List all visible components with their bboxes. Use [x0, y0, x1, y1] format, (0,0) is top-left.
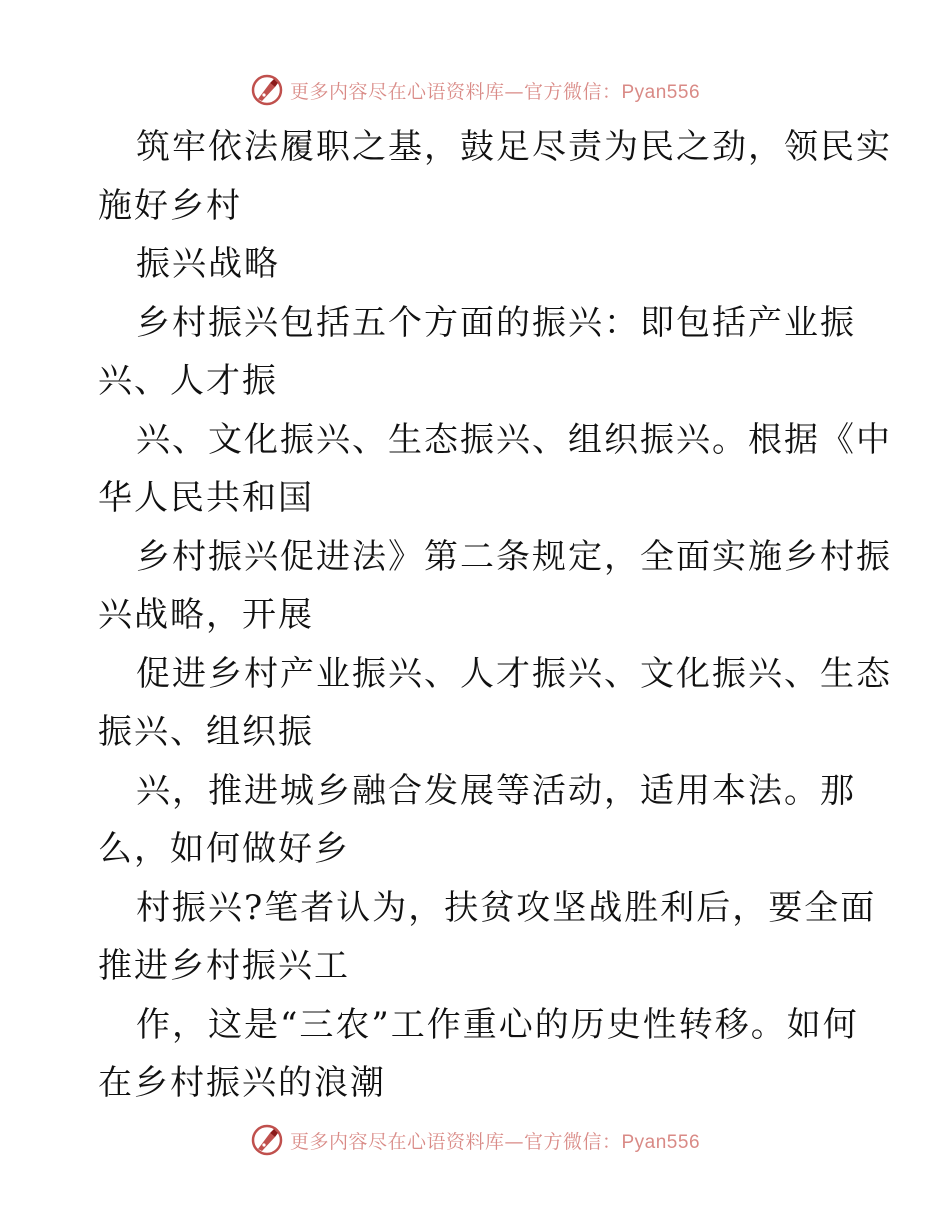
text-line: 促进乡村产业振兴、人才振兴、文化振兴、生态	[136, 653, 892, 694]
text-line: 村振兴?笔者认为，扶贫攻坚战胜利后，要全面	[136, 887, 877, 928]
text-line: 乡村振兴促进法》第二条规定，全面实施乡村振	[136, 536, 892, 577]
text-line: 乡村振兴包括五个方面的振兴：即包括产业振	[136, 302, 856, 343]
text-line: 兴、文化振兴、生态振兴、组织振兴。根据《中	[136, 419, 892, 460]
watermark-text: 更多内容尽在心语资料库—官方微信：Pyan556	[289, 80, 701, 103]
header-watermark	[0, 70, 950, 110]
text-line: 施好乡村	[98, 185, 242, 226]
text-line: 筑牢依法履职之基，鼓足尽责为民之劲，领民实	[136, 127, 892, 167]
text-line: 推进乡村振兴工	[98, 946, 350, 986]
text-line: 在乡村振兴的浪潮	[98, 1063, 386, 1103]
document-body	[98, 118, 892, 1113]
pen-nib-logo-icon	[250, 1123, 284, 1157]
footer-watermark	[0, 1120, 950, 1160]
pen-nib-logo-icon	[250, 73, 284, 107]
text-line: 么，如何做好乡	[98, 829, 350, 869]
watermark-text: 更多内容尽在心语资料库—官方微信：Pyan556	[289, 1130, 701, 1153]
text-line: 振兴、组织振	[98, 712, 314, 752]
text-line: 振兴战略	[136, 244, 280, 284]
text-line: 兴、人才振	[98, 361, 278, 401]
text-line: 作，这是“三农”工作重心的历史性转移。如何	[136, 1004, 859, 1045]
text-line: 华人民共和国	[98, 478, 314, 518]
text-line: 兴，推进城乡融合发展等活动，适用本法。那	[136, 770, 856, 811]
text-line: 兴战略，开展	[98, 595, 314, 635]
